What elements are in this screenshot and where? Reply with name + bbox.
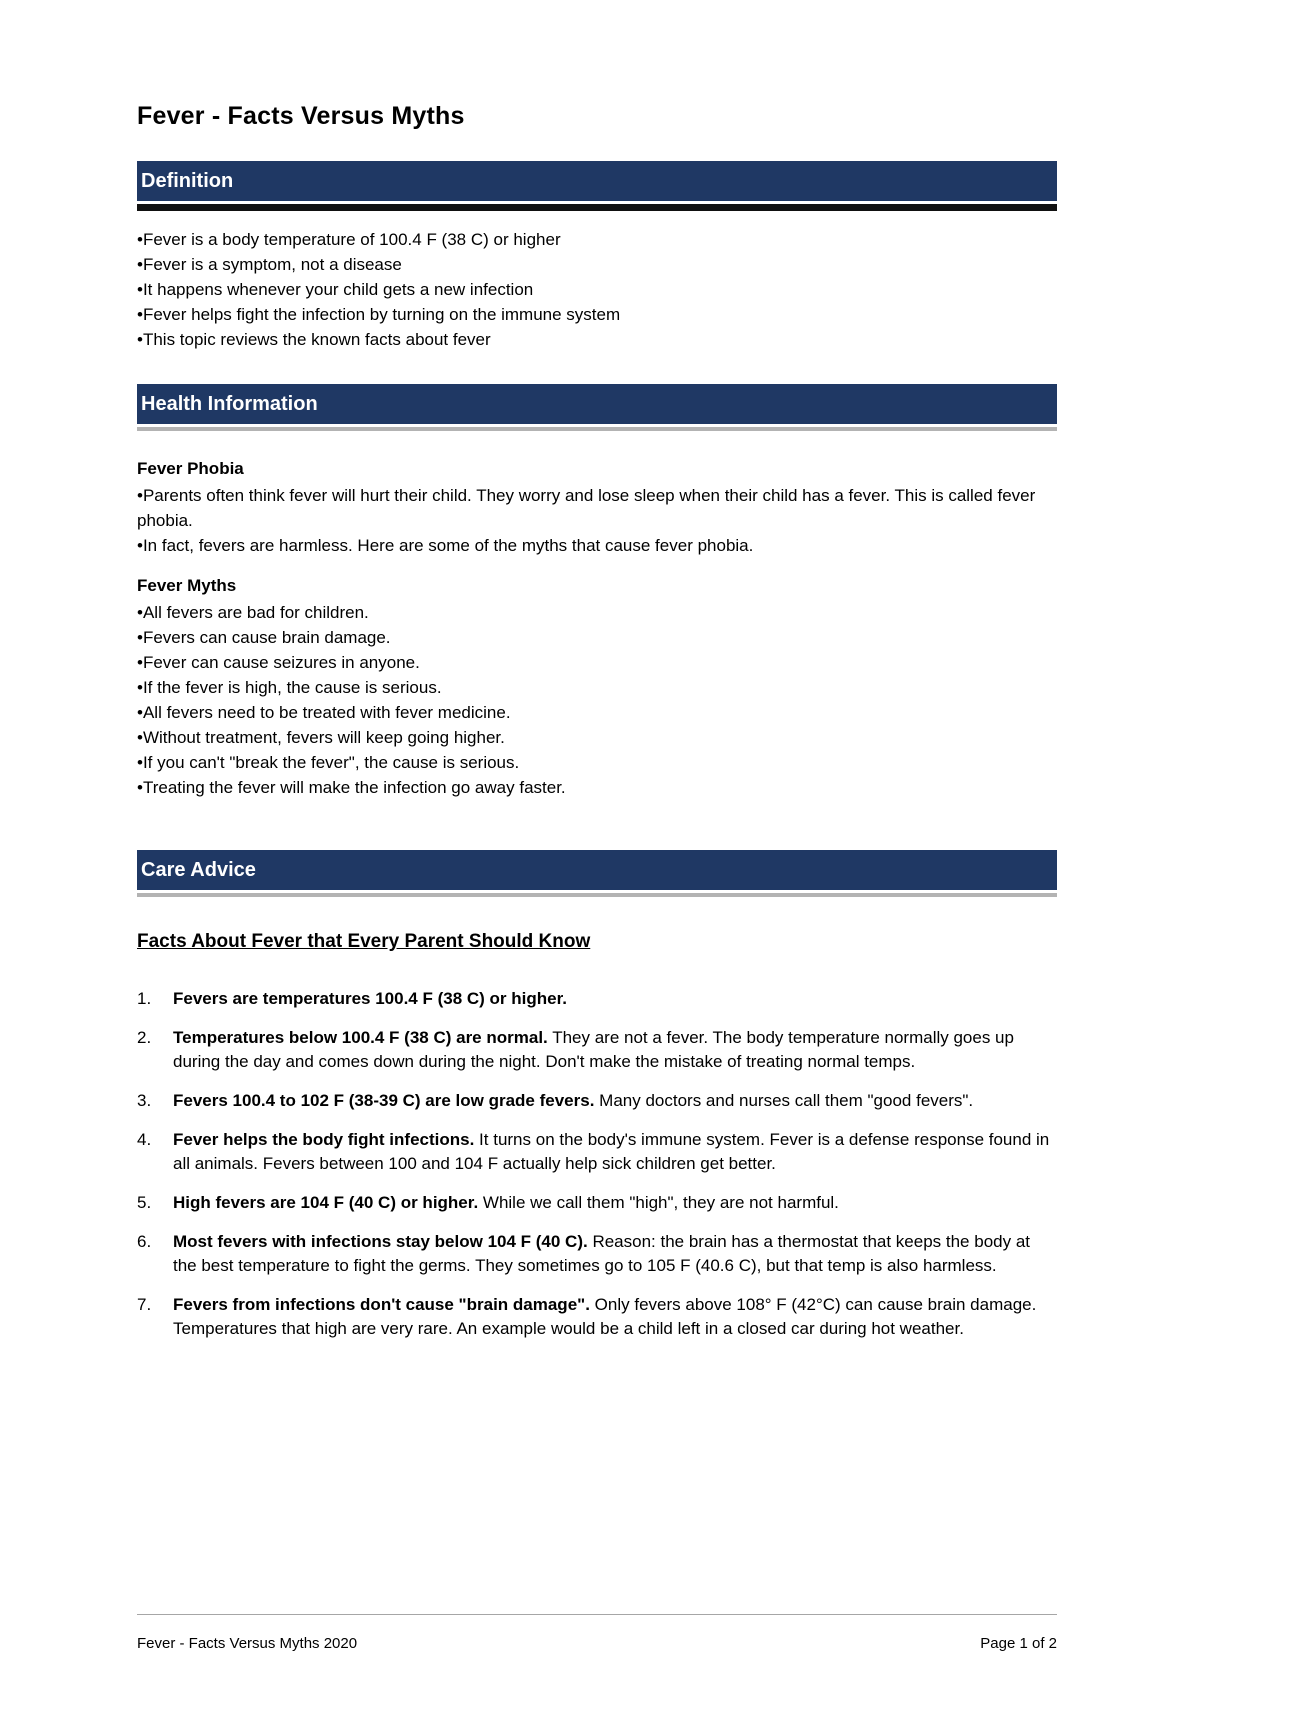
item-bold-text: Fevers 100.4 to 102 F (38-39 C) are low grade fevers.: [173, 1091, 595, 1110]
item-text: [173, 1128, 1057, 1176]
bullet-item: • Fever is a symptom, not a disease: [137, 252, 1057, 277]
item-text: [173, 1191, 1057, 1215]
item-bold-text: Fever helps the body fight infections.: [173, 1130, 475, 1149]
bullet-item: • If the fever is high, the cause is serious.: [137, 675, 1057, 700]
item-text: [173, 1293, 1057, 1341]
footer-text-row: [137, 1635, 1057, 1652]
item-text: [173, 1230, 1057, 1278]
item-rest-text: It turns on the body's immune system. Fever is a defense response found in all animals. Fevers between 100 and 104 F actually help sick children get better.: [173, 1130, 1050, 1173]
document-page: [137, 0, 1057, 1356]
section-header-care-advice: [137, 850, 1057, 890]
bullet-item: • Without treatment, fevers will keep going higher.: [137, 725, 1057, 750]
health-information-divider-rule: [137, 427, 1057, 431]
section-heading-label: Definition: [141, 170, 234, 192]
bullet-item: • Parents often think fever will hurt their child. They worry and lose sleep when their child has a fever. This is called fever phobia.: [137, 483, 1057, 533]
item-rest-text: Only fevers above 108° F (42°C) can cause brain damage. Temperatures that high are very rare. An example would be a child left in a closed car during hot weather.: [173, 1295, 1037, 1338]
care-advice-subheading: Facts About Fever that Every Parent Should Know: [137, 931, 591, 952]
bullet-item: • Treating the fever will make the infection go away faster.: [137, 775, 1057, 800]
item-bold-text: Fevers from infections don't cause "brain damage".: [173, 1295, 590, 1314]
page-title: Fever - Facts Versus Myths: [137, 102, 465, 130]
fever-myths-bullet-list: [137, 600, 1057, 800]
item-number: 4.: [137, 1130, 152, 1149]
section-header-health-information: [137, 384, 1057, 424]
item-rest-text: Many doctors and nurses call them "good fevers".: [599, 1091, 974, 1110]
bullet-item: • If you can't "break the fever", the cause is serious.: [137, 750, 1057, 775]
definition-bullet-list: [137, 227, 1057, 352]
section-heading-label: Care Advice: [141, 859, 256, 881]
item-rest-text: While we call them "high", they are not harmful.: [482, 1193, 839, 1212]
item-number: 7.: [137, 1295, 152, 1314]
care-advice-item: [137, 1191, 1057, 1215]
item-number: 1.: [137, 989, 152, 1008]
item-number: 3.: [137, 1091, 152, 1110]
section-header-definition: [137, 161, 1057, 201]
item-rest-text: Reason: the brain has a thermostat that keeps the body at the best temperature to fight the germs. They sometimes go to 105 F (40.6 C), but that temp is also harmless.: [173, 1232, 1031, 1275]
bullet-item: • All fevers need to be treated with fever medicine.: [137, 700, 1057, 725]
item-bold-text: Most fevers with infections stay below 104 F (40 C).: [173, 1232, 588, 1251]
item-text: [173, 987, 1057, 1011]
definition-divider-rule: [137, 204, 1057, 211]
care-advice-item: [137, 1026, 1057, 1074]
care-advice-item: [137, 1293, 1057, 1341]
footer-divider-rule: [137, 1614, 1057, 1615]
bullet-item: • Fever helps fight the infection by turning on the immune system: [137, 302, 1057, 327]
item-bold-text: Fevers are temperatures 100.4 F (38 C) or higher.: [173, 989, 568, 1008]
subsection-heading-fever-myths: Fever Myths: [137, 576, 237, 595]
care-advice-item: [137, 1089, 1057, 1113]
page-footer: [137, 1614, 1057, 1652]
footer-document-title: Fever - Facts Versus Myths 2020: [137, 1635, 358, 1652]
item-bold-text: High fevers are 104 F (40 C) or higher.: [173, 1193, 479, 1212]
care-advice-divider-rule: [137, 893, 1057, 897]
item-rest-text: They are not a fever. The body temperature normally goes up during the day and comes down during the night. Don't make the mistake of treating normal temps.: [173, 1028, 1014, 1071]
section-heading-label: Health Information: [141, 393, 318, 415]
bullet-item: • This topic reviews the known facts about fever: [137, 327, 1057, 352]
item-number: 2.: [137, 1028, 152, 1047]
bullet-item: • It happens whenever your child gets a new infection: [137, 277, 1057, 302]
bullet-item: • In fact, fevers are harmless. Here are some of the myths that cause fever phobia.: [137, 533, 1057, 558]
subsection-heading-fever-phobia: Fever Phobia: [137, 459, 244, 478]
care-advice-list: [137, 987, 1057, 1341]
bullet-item: • Fever can cause seizures in anyone.: [137, 650, 1057, 675]
item-text: [173, 1089, 1057, 1113]
item-bold-text: Temperatures below 100.4 F (38 C) are normal.: [173, 1028, 548, 1047]
bullet-item: • All fevers are bad for children.: [137, 600, 1057, 625]
item-number: 5.: [137, 1193, 152, 1212]
item-number: 6.: [137, 1232, 152, 1251]
bullet-item: • Fever is a body temperature of 100.4 F (38 C) or higher: [137, 227, 1057, 252]
care-advice-item: [137, 987, 1057, 1011]
item-text: [173, 1026, 1057, 1074]
care-advice-item: [137, 1128, 1057, 1176]
care-advice-item: [137, 1230, 1057, 1278]
bullet-item: • Fevers can cause brain damage.: [137, 625, 1057, 650]
fever-phobia-bullet-list: [137, 483, 1057, 558]
footer-page-number: Page 1 of 2: [980, 1635, 1057, 1652]
